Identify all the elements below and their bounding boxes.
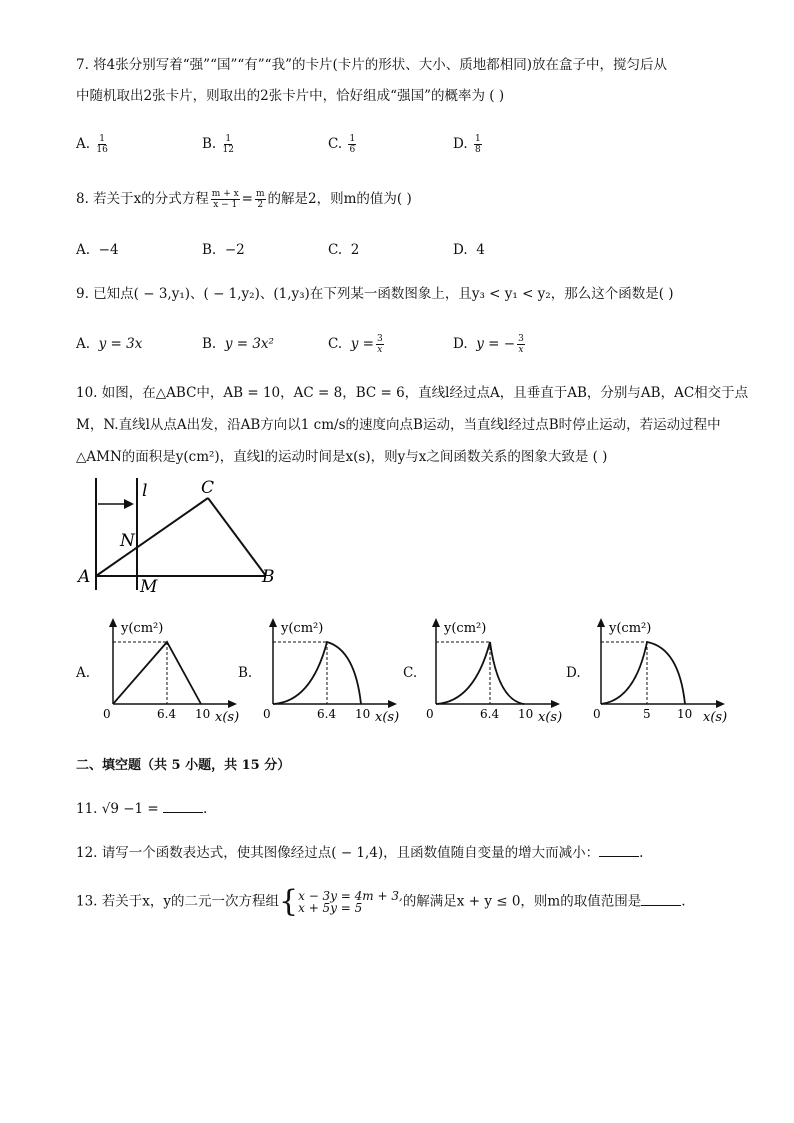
q7-option-c: C. $\frac{1}{6}$ <box>328 134 356 155</box>
q8-option-d: D. 4 <box>453 242 485 258</box>
label-l: l <box>142 481 148 501</box>
q10-line1: 10. 如图，在△ABC中，AB = 10，AC = 8，BC = 6，直线l经过点A，且垂直于AB，分别与AB，AC相交于点 <box>76 385 749 401</box>
x-axis-label: x(s) <box>375 710 400 725</box>
label-b: B <box>262 567 275 587</box>
tick-label-1: 5 <box>643 707 651 721</box>
q10-line3: △AMN的面积是y(cm²)，直线l的运动时间是x(s)，则y与x之间函数关系的图象大致是 ( ) <box>76 449 608 465</box>
tick-label-2: 10 <box>195 707 211 721</box>
tick-label-1: 6.4 <box>317 707 337 721</box>
function-curve <box>601 642 685 704</box>
q7-line1: 7. 将4张分别写着“强”“国”“有”“我”的卡片(卡片的形状、大小、质地都相同)放在盒子中，搅匀后从 <box>76 57 668 73</box>
function-curve <box>113 642 201 704</box>
section-2-title: 二、填空题（共 5 小题，共 15 分） <box>76 758 291 773</box>
segment-bc <box>208 498 266 576</box>
q12: 12. 请写一个函数表达式，使其图像经过点( − 1,4)，且函数值随自变量的增大而减小： . <box>76 845 644 861</box>
label-a: A <box>78 567 91 587</box>
tick-label-1: 6.4 <box>480 707 500 721</box>
q8-stem: 8. 若关于x的分式方程 $\frac{m + x}{x - 1}$ = $\frac{m}{2}$ 的解是2，则m的值为( ) <box>76 189 412 210</box>
y-axis-label: y(cm²) <box>281 621 324 636</box>
segment-ac <box>96 498 208 576</box>
q7-option-a: A. $\frac{1}{16}$ <box>76 134 108 155</box>
q7-option-b: B. $\frac{1}{12}$ <box>202 134 234 155</box>
q10-option-d-label: D. <box>566 665 581 681</box>
q13: 13. 若关于x，y的二元一次方程组{ x − 3y = 4m + 3, x + 5y = 5 的解满足x + y ≤ 0，则m的取值范围是 . <box>76 884 686 919</box>
q10-option-a-label: A. <box>76 665 91 681</box>
q9-option-b: B. y = 3x² <box>202 336 274 352</box>
x-axis-arrow <box>551 700 560 708</box>
y-axis-label: y(cm²) <box>444 621 487 636</box>
q9-stem: 9. 已知点( − 3,y₁)、( − 1,y₂)、(1,y₃)在下列某一函数图象上，且y₃ < y₁ < y₂，那么这个函数是( ) <box>76 286 674 302</box>
y-axis-label: y(cm²) <box>121 621 164 636</box>
q10-option-c-label: C. <box>403 665 418 681</box>
x-axis-arrow <box>388 700 397 708</box>
y-axis-arrow <box>432 618 440 627</box>
label-c: C <box>201 478 215 498</box>
q9-option-d: D. y = − $\frac{3}{x}$ <box>453 334 524 355</box>
equation-system: x − 3y = 4m + 3, x + 5y = 5 <box>298 889 403 915</box>
x-axis-arrow <box>228 700 237 708</box>
y-axis-label: y(cm²) <box>609 621 652 636</box>
q9-option-a: A. y = 3x <box>76 336 143 352</box>
tick-label-2: 10 <box>677 707 693 721</box>
graph-d <box>583 612 733 727</box>
origin-label: 0 <box>426 707 434 721</box>
graph-a <box>95 612 245 727</box>
q9-option-c: C. y = $\frac{3}{x}$ <box>328 334 383 355</box>
y-axis-arrow <box>269 618 277 627</box>
origin-label: 0 <box>593 707 601 721</box>
graph-b <box>255 612 405 727</box>
graph-c <box>418 612 568 727</box>
q8-option-a: A. −4 <box>76 242 119 258</box>
x-axis-arrow <box>716 700 725 708</box>
q8-option-b: B. −2 <box>202 242 245 258</box>
q10-line2: M，N.直线l从点A出发，沿AB方向以1 cm/s的速度向点B运动，当直线l经过点B时停止运动，若运动过程中 <box>76 417 721 433</box>
q8-option-c: C. 2 <box>328 242 360 258</box>
direction-arrow-head <box>124 499 134 509</box>
system-brace: { <box>279 884 299 919</box>
label-m: M <box>140 577 158 597</box>
origin-label: 0 <box>263 707 271 721</box>
x-axis-label: x(s) <box>215 710 240 725</box>
q10-triangle-figure <box>70 472 290 597</box>
q10-option-b-label: B. <box>238 665 253 681</box>
q7-option-d: D. $\frac{1}{8}$ <box>453 134 481 155</box>
y-axis-arrow <box>109 618 117 627</box>
y-axis-arrow <box>597 618 605 627</box>
x-axis-label: x(s) <box>703 710 728 725</box>
q7-line2: 中随机取出2张卡片，则取出的2张卡片中，恰好组成“强国”的概率为 ( ) <box>76 88 505 104</box>
origin-label: 0 <box>103 707 111 721</box>
q12-answer-blank[interactable] <box>599 844 639 857</box>
tick-label-2: 10 <box>355 707 371 721</box>
q11: 11. √9 −1 = . <box>76 801 208 817</box>
q13-answer-blank[interactable] <box>641 893 681 906</box>
label-n: N <box>120 531 135 551</box>
tick-label-1: 6.4 <box>157 707 177 721</box>
x-axis-label: x(s) <box>538 710 563 725</box>
q11-answer-blank[interactable] <box>163 800 203 813</box>
tick-label-2: 10 <box>518 707 534 721</box>
function-curve <box>273 642 361 704</box>
function-curve <box>436 642 524 704</box>
